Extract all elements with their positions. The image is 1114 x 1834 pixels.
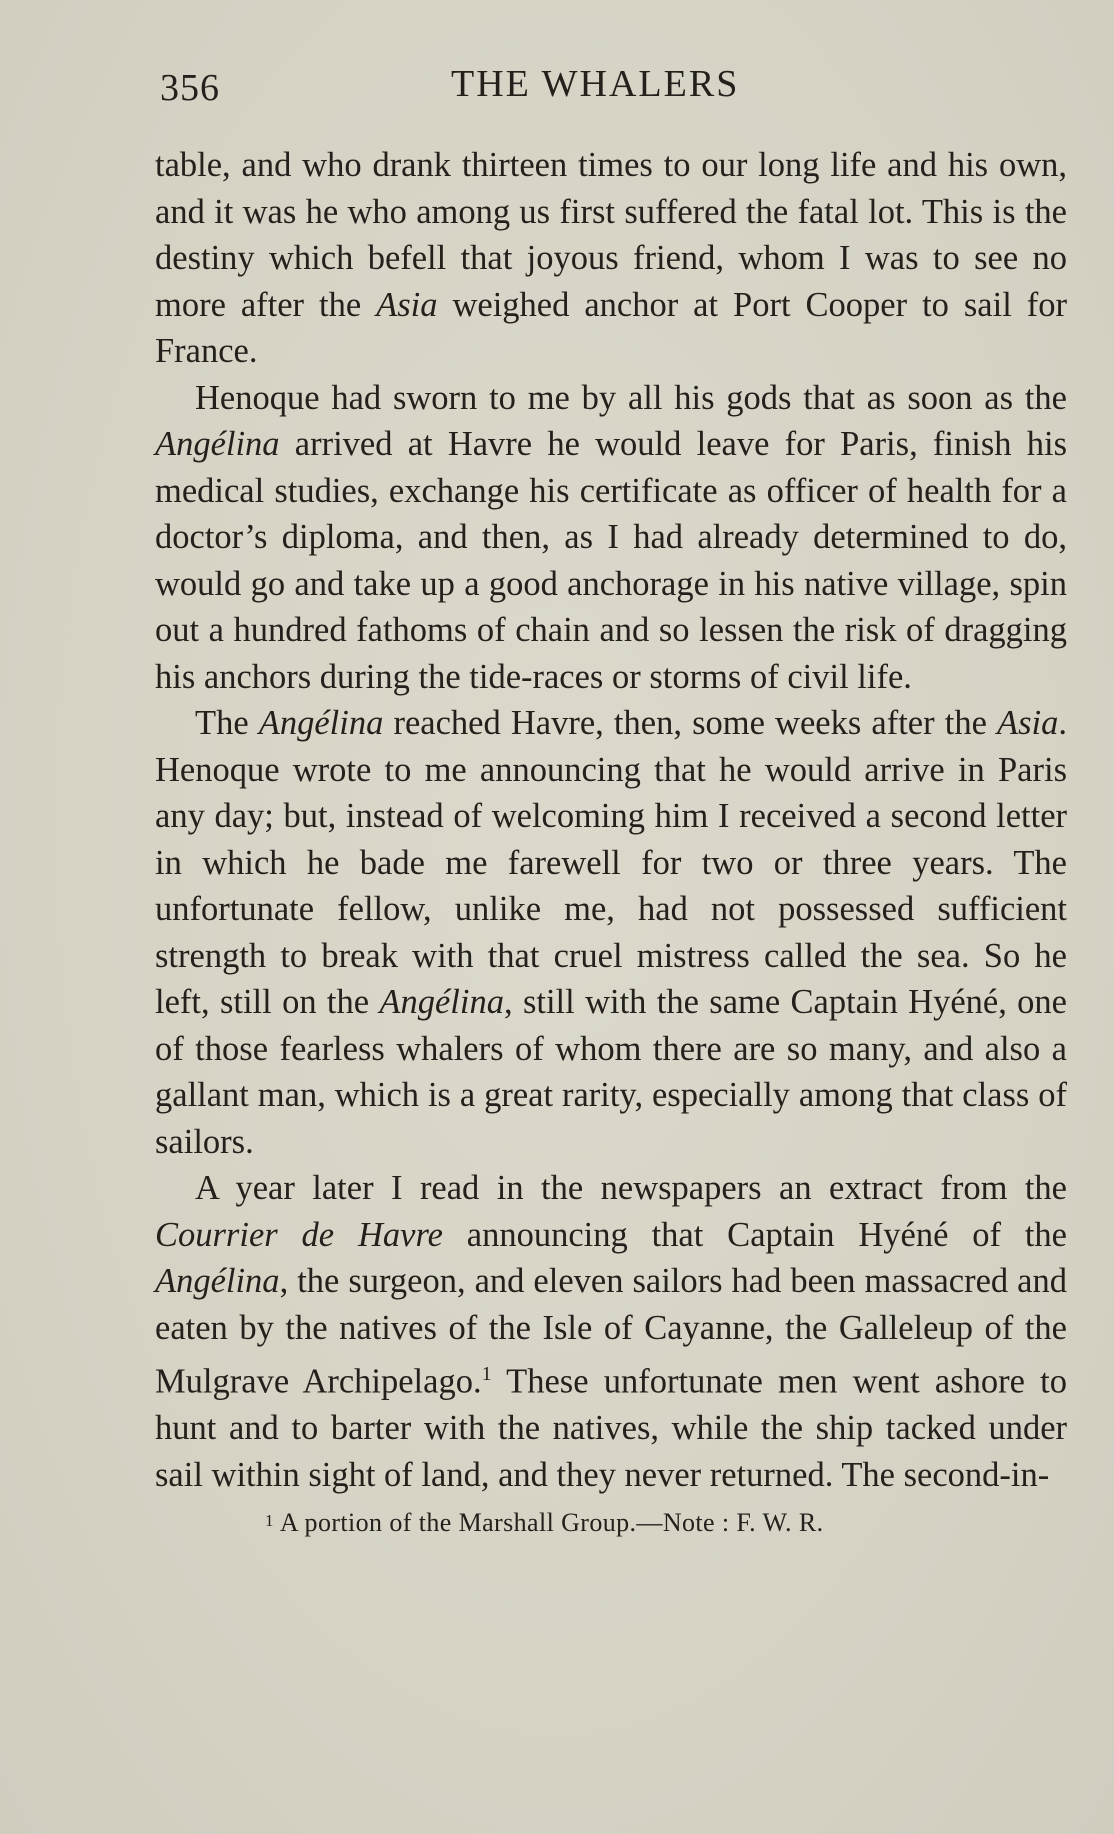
text-run: , still with the same Captain Hyéné, one of those fearless whalers of whom there are so many, and also a gallant man, which is a great rarity, especially among that class of sailors.	[155, 983, 1067, 1161]
italic-term: Angélina	[258, 704, 384, 742]
running-title: THE WHALERS	[451, 63, 740, 105]
paragraph	[155, 375, 1067, 701]
text-run: Henoque had sworn to me by all his gods that as soon as the	[195, 378, 1067, 417]
paragraph	[155, 142, 1067, 375]
italic-term: Angélina	[155, 1262, 280, 1300]
text-run: These unfortunate men went ashore to hunt and to barter with the natives, while the ship tacked under sail within sight of land, and they never returned. The second-in-	[155, 1362, 1067, 1494]
book-page	[155, 60, 1067, 1540]
text-run: table, and who drank thirteen times to our long life and his own, and it was he who among us first suffered the fatal lot. This is the destiny which befell that joyous friend, whom I was to see no more after the	[155, 146, 1067, 324]
footnote-text: A portion of the Marshall Group.—Note : F. W. R.	[279, 1508, 824, 1537]
running-head	[155, 60, 1067, 120]
text-run: weighed anchor at Port Cooper to sail for France.	[155, 285, 1067, 370]
italic-term: Courrier de Havre	[155, 1215, 443, 1254]
footnote-marker: 1	[265, 1511, 274, 1530]
italic-term: Angélina	[379, 983, 504, 1021]
footnote-reference: 1	[481, 1363, 492, 1385]
text-run: . Henoque wrote to me announcing that he would arrive in Paris any day; but, instead of welcoming him I received a second letter in which he bade me farewell for two or three years. The unfortunate fellow, unlike me, had not possessed sufficient strength to break with that cruel mistress called the sea. So he left, still on the	[155, 704, 1067, 1021]
footnote	[155, 1506, 1067, 1540]
text-run: announcing that Captain Hyéné of the	[442, 1215, 1067, 1254]
paragraph	[155, 1165, 1067, 1498]
italic-term: Asia	[376, 285, 438, 324]
paragraph	[155, 700, 1067, 1165]
text-run: , the surgeon, and eleven sailors had been massacred and eaten by the natives of the Isle of Cayanne, the Galleleup of the Mulgrave Archipelago.	[155, 1262, 1067, 1401]
text-run: The	[195, 704, 259, 742]
text-run: A year later I read in the newspapers an extract from the	[195, 1169, 1067, 1207]
italic-term: Asia	[997, 704, 1059, 742]
text-run: reached Havre, then, some weeks after the	[383, 704, 998, 742]
italic-term: Angélina	[155, 425, 280, 463]
body-text	[155, 142, 1067, 1498]
page-number: 356	[160, 67, 220, 109]
text-run: arrived at Havre he would leave for Paris, finish his medical studies, exchange his certificate as officer of health for a doctor’s diploma, and then, as I had already determined to do, would go and take up a good anchorage in his native village, spin out a hundred fathoms of chain and so lessen the risk of dragging his anchors during the tide-races or storms of civil life.	[155, 425, 1067, 696]
